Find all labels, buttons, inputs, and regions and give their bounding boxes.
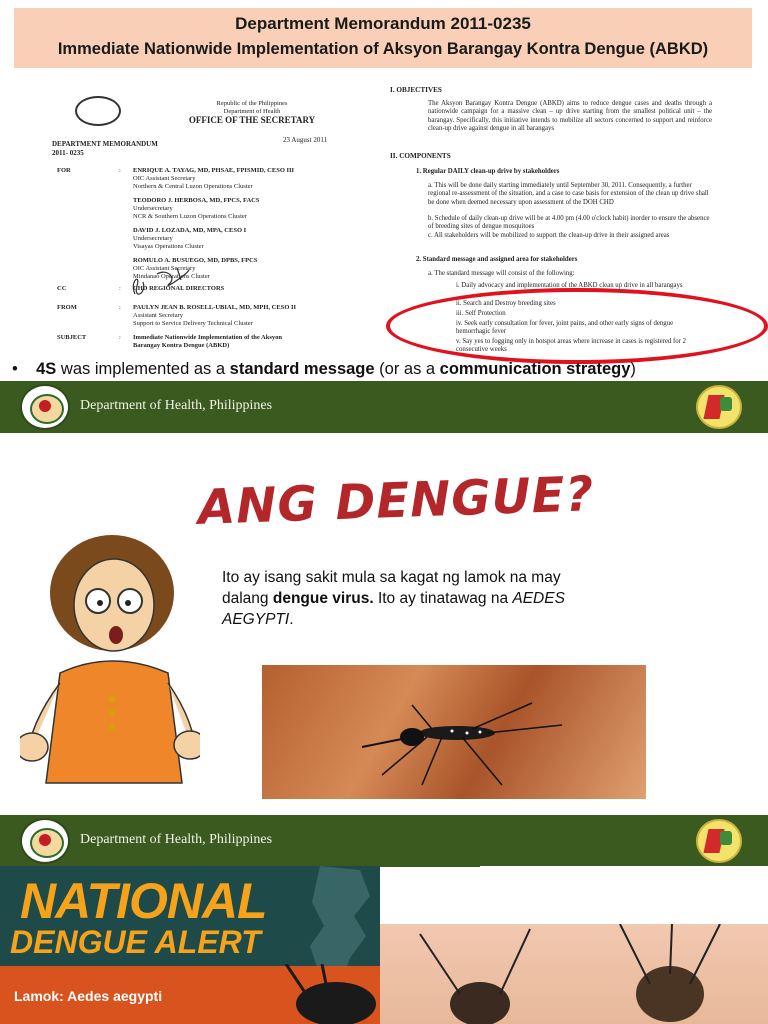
components-heading: II. COMPONENTS	[390, 152, 451, 160]
recipient-name: ENRIQUE A. TAYAG, MD, PHSAE, FPISMID, CESO III	[133, 167, 295, 174]
memo-scan-left	[47, 92, 347, 349]
memo-no: 2011- 0235	[52, 149, 84, 157]
recipient-title: OIC Assistant Secretary	[133, 265, 196, 272]
colon: :	[119, 334, 121, 341]
dengue-alert-heading: DENGUE ALERT	[10, 924, 261, 960]
bullet-text: )	[630, 360, 636, 378]
desc-text: Ito ay isang sakit mula sa kagat ng lamok na may dalang	[222, 569, 561, 607]
subject-line: Immediate Nationwide Implementation of the Aksyon	[133, 334, 282, 341]
memo-label: DEPARTMENT MEMORANDUM	[52, 140, 158, 148]
objectives-text: The Aksyon Barangay Kontra Dengue (ABKD) aims to reduce dengue cases and deaths through a nationwide campaign for a massive clean – up drive starting from the smallest political unit – the barangay. Specifically, this initiative intends to mobilize all sectors concerned to support and reinforce clean-up drive against dengue in all barangays	[428, 100, 712, 133]
subject-line: Barangay Kontra Dengue (ABKD)	[133, 342, 230, 349]
bullet-bold-standard-message: standard message	[229, 360, 375, 378]
memo-number	[52, 140, 158, 158]
mosquito-closeup-icon	[380, 924, 768, 1024]
cc-label: CC	[57, 285, 67, 292]
slide-title: ANG DENGUE?	[197, 466, 596, 536]
recipient-cluster: Northern & Central Luzon Operations Cluster	[133, 183, 253, 190]
recipient-name: TEODORO J. HERBOSA, MD, FPCS, FACS	[133, 197, 260, 204]
doh-seal-icon	[20, 384, 70, 430]
dengue-description	[222, 567, 582, 630]
component-1-a: a. This will be done daily starting immediately until September 30, 2011. Consequently, a further regional re-assessment of the situation, and a case to case basis for extension of the clean up drive shall be done when deemed necessary upon assessment of the DOH CHD	[428, 182, 709, 206]
fourmula-one-logo-icon	[696, 819, 742, 863]
memo-banner	[14, 8, 752, 68]
sender-cluster: Support to Service Delivery Technical Cluster	[133, 320, 253, 327]
banner-subtitle: Immediate Nationwide Implementation of Aksyon Barangay Kontra Dengue (ABKD)	[57, 40, 709, 58]
component-2-a: a. The standard message will consist of the following:	[428, 270, 575, 277]
subject-value	[133, 334, 343, 350]
highlight-ellipse	[386, 288, 768, 364]
standard-message-item: i. Daily advocacy and implementation of the ABKD clean up drive in all barangays	[456, 282, 683, 289]
recipient-title: Undersecretary	[133, 235, 173, 242]
bullet-icon: •	[12, 360, 18, 378]
desc-text: .	[289, 611, 294, 628]
national-heading: NATIONAL	[20, 873, 267, 929]
recipient-cluster: Visayas Operations Cluster	[133, 243, 204, 250]
doh-seal-icon	[75, 96, 121, 126]
doh-seal-icon	[20, 818, 70, 864]
bullet-text: was implemented as a	[56, 360, 230, 378]
colon: :	[119, 304, 121, 311]
fourmula-one-logo-icon	[696, 385, 742, 429]
bullet-text: (or as a	[374, 360, 440, 378]
mosquito-silhouette-icon	[266, 964, 380, 1024]
desc-text: Ito ay tinatawag na	[373, 590, 513, 607]
component-1-b: b. Schedule of daily clean-up drive will be at 4.00 pm (4.00 o'clock habit) inorder to ensure the absence of breeding sites of dengue mosquitoes	[428, 215, 710, 231]
component-1-heading: 1. Regular DAILY clean-up drive by stakeholders	[416, 168, 560, 175]
bullet-4s-statement	[12, 360, 636, 379]
lamok-label: Lamok: Aedes aegypti	[14, 988, 163, 1004]
cartoon-woman-icon	[20, 523, 200, 793]
recipient-cluster: NCR & Southern Luzon Operations Cluster	[133, 213, 247, 220]
slide-ang-dengue	[0, 433, 768, 815]
letterhead-department: Department of Health	[223, 108, 281, 115]
banner-title: Department Memorandum 2011-0235	[235, 14, 531, 33]
memo-letterhead	[167, 100, 337, 126]
slide-national-dengue-alert	[0, 866, 768, 1024]
for-label: FOR	[57, 167, 71, 174]
recipient-title: OIC Assistant Secretary	[133, 175, 196, 182]
objectives-heading: I. OBJECTIVES	[390, 86, 442, 94]
standard-message-item: iii. Self Protection	[456, 310, 506, 317]
standard-message-item: ii. Search and Destroy breeding sites	[456, 300, 556, 307]
from-label: FROM	[57, 304, 77, 311]
desc-italic-aedes: AEDES AEGYPTI	[222, 590, 565, 628]
blank-area	[480, 866, 768, 924]
letterhead-republic: Republic of the Philippines	[216, 100, 288, 107]
alert-panel	[0, 866, 380, 1024]
standard-message-item: iv. Seek early consultation for fever, joint pains, and other early signs of dengue hemorrhagic fever	[456, 320, 674, 336]
recipient-title: Undersecretary	[133, 205, 173, 212]
recipient-name: ROMULO A. BUSUEGO, MD, DPBS, FPCS	[133, 257, 258, 264]
desc-bold-dengue-virus: dengue virus.	[272, 590, 374, 607]
from-value	[133, 304, 343, 328]
subject-label: SUBJECT	[57, 334, 87, 341]
bullet-bold-communication-strategy: communication strategy	[439, 360, 631, 378]
mosquito-icon	[262, 665, 646, 799]
standard-message-item: v. Say yes to fogging only in hotspot areas where increase in cases is registered for 2 consecutive weeks	[456, 338, 687, 354]
doh-footer-text: Department of Health, Philippines	[80, 398, 273, 413]
doh-footer-bar	[0, 381, 768, 433]
sender-title: Assistant Secretary	[133, 312, 184, 319]
bullet-bold-4s: 4S	[36, 360, 57, 378]
memo-date: 23 August 2011	[283, 136, 328, 144]
signature-icon	[127, 264, 207, 304]
recipient-name: DAVID J. LOZADA, MD, MPA, CESO I	[133, 227, 247, 234]
cc-value: CHD REGIONAL DIRECTORS	[133, 285, 225, 292]
letterhead-office: OFFICE OF THE SECRETARY	[188, 115, 316, 125]
slide-memorandum	[0, 0, 768, 380]
component-1-c: c. All stakeholders will be mobilized to support the clean-up drive in their assigned areas	[428, 232, 670, 239]
mosquito-closeup-photo	[380, 924, 768, 1024]
sender-name: PAULYN JEAN B. ROSELL-UBIAL, MD, MPH, CESO II	[133, 304, 297, 311]
colon: :	[119, 167, 121, 174]
component-2-heading: 2. Standard message and assigned area for stakeholders	[416, 256, 578, 263]
recipient-cluster: Mindanao Operations Cluster	[133, 273, 210, 280]
colon: :	[119, 285, 121, 292]
doh-footer-text: Department of Health, Philippines	[80, 832, 273, 847]
doh-footer-bar	[0, 815, 768, 867]
mosquito-on-skin-photo	[262, 665, 646, 799]
